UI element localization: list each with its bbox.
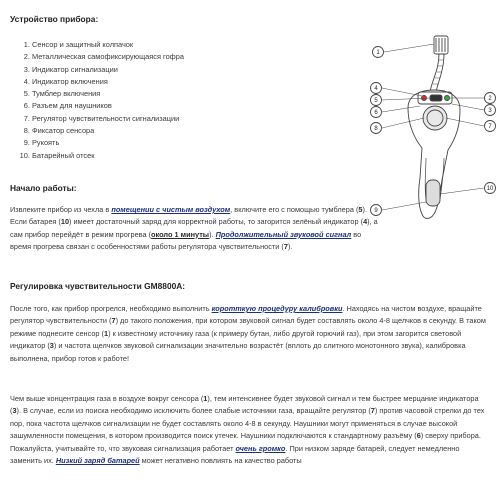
ref-number: 10 (60, 217, 70, 227)
text: ). (287, 242, 293, 252)
text: ). (209, 229, 216, 239)
ref-number: 7 (370, 406, 375, 416)
calibration-section-title: Регулировка чувствительности GM8800A: (10, 281, 186, 291)
parts-list-item: 10. Батарейный отсек (32, 150, 362, 162)
text: ) и частота щелчков звуковой сигнализации значительно возрастёт (вплоть до слитного монотонного звука), калибровка выполнена, прибор готов к работе! (10, 341, 466, 363)
text: После того, как прибор прогрелся, необходимо выполнить (10, 304, 212, 313)
text: . При низком заряде батарей, следует немедленно заменить их. (10, 443, 460, 466)
ref-number: 5 (358, 205, 363, 214)
ref-number: 3 (12, 406, 17, 416)
callout-number: 6 (374, 110, 378, 116)
text: , включите его с помощью тумблера ( (230, 205, 359, 214)
callout-number: 1 (376, 50, 380, 56)
device-section-title: Устройство прибора: (10, 14, 99, 24)
parts-list-item: 3. Индикатор сигнализации (32, 64, 362, 76)
callout-number: 4 (374, 86, 378, 92)
text: ). В случае, если из поиска необходимо исключить более слабые источники газа, вращайте регулятор ( (16, 406, 371, 416)
callout-number: 9 (374, 208, 378, 214)
callout-number: 10 (486, 186, 494, 192)
parts-list-item: 9. Рукоять (32, 137, 362, 149)
low-battery-link[interactable]: Низкий заряд батарей (55, 456, 140, 466)
warmup-time: около 1 минуты (151, 229, 210, 239)
ref-number: 3 (49, 341, 54, 351)
gas-detector-drawing (360, 30, 500, 230)
ref-number: 7 (283, 242, 288, 252)
long-beep-link[interactable]: Продолжительный звуковой сигнал (215, 229, 352, 239)
text: во время прогрева связан с особенностями работы регулятора чувствительности ( (10, 229, 362, 252)
parts-list-item: 6. Разъем для наушников (32, 100, 362, 112)
very-loud-link[interactable]: очень громко (235, 443, 286, 453)
text: ). Если батарея ( (10, 205, 368, 227)
text: Извлеките прибор из чехла в (10, 205, 112, 214)
text: Чем выше концентрация газа в воздухе вокруг сенсора ( (10, 394, 204, 403)
usage-paragraph (10, 393, 488, 467)
text: ), а сам прибор перейдёт в режим прогрева ( (10, 217, 378, 239)
calibration-paragraph (10, 303, 488, 365)
device-illustration (360, 30, 500, 230)
callout-number: 8 (374, 126, 378, 132)
text: ) имеет достаточный заряд для корректной работы, то загорится зелёный индикатор ( (69, 217, 364, 227)
parts-list-item: 8. Фиксатор сенсора (32, 125, 362, 137)
text: ) сверху прибора. Пожалуйста, учитывайте то, что звуковая сигнализация работает (10, 431, 481, 453)
callout-number: 3 (488, 108, 492, 114)
ref-number: 4 (363, 217, 368, 227)
callout-number: 5 (374, 98, 378, 104)
parts-list-item: 1. Сенсор и защитный колпачок (32, 39, 362, 51)
ref-number: 1 (104, 328, 109, 338)
calibration-link[interactable]: коротткую процедуру калибровки (211, 304, 343, 313)
start-paragraph (10, 204, 378, 254)
clean-air-link[interactable]: помещении с чистым воздухом (111, 205, 231, 214)
text: ), тем интенсивнее будет звуковой сигнал и тем быстрее мерцание индикатора ( (10, 394, 479, 416)
ref-number: 6 (416, 431, 421, 441)
parts-list-item: 5. Тумблер включения (32, 88, 362, 100)
start-section-title: Начало работы: (10, 183, 77, 193)
toggle-switch-shape (430, 95, 442, 101)
callout-number: 2 (488, 96, 492, 102)
parts-list-item: 2. Металлическая самофиксирующаяся гофра (32, 51, 362, 63)
ref-number: 1 (203, 394, 208, 403)
text: ) к известному источнику газа (к примеру бутан, либо другой горючий газ), при этом загорится световой индикатор ( (10, 328, 462, 351)
parts-list (18, 39, 362, 162)
callout-number: 7 (488, 124, 492, 130)
parts-list-item: 7. Регулятор чувствительности сигнализации (32, 113, 362, 125)
text: ) до такого положения, при котором звуковой сигнал будет составлять около 4-8 щелчков в секунду. В таком режиме поднесите сенсор ( (10, 316, 486, 338)
power-indicator-shape (445, 96, 450, 101)
text: может негативно повлиять на качество работы (139, 456, 302, 466)
text: . Находясь на чистом воздухе, вращайте регулятор чувствительности ( (10, 304, 482, 326)
text: ) против часовой стрелки до тех пор, пока частота щелчков сигнализации не будет составлять около 4-8 в секунду. Наушники могут применяться в случае высокой зашумленности помещения, в котором производится поиск утечек. Наушники подключаются к стандартному разъёму ( (10, 406, 485, 441)
battery-compartment-shape (426, 180, 440, 206)
ref-number: 7 (111, 316, 116, 326)
parts-list-item: 4. Индикатор включения (32, 76, 362, 88)
